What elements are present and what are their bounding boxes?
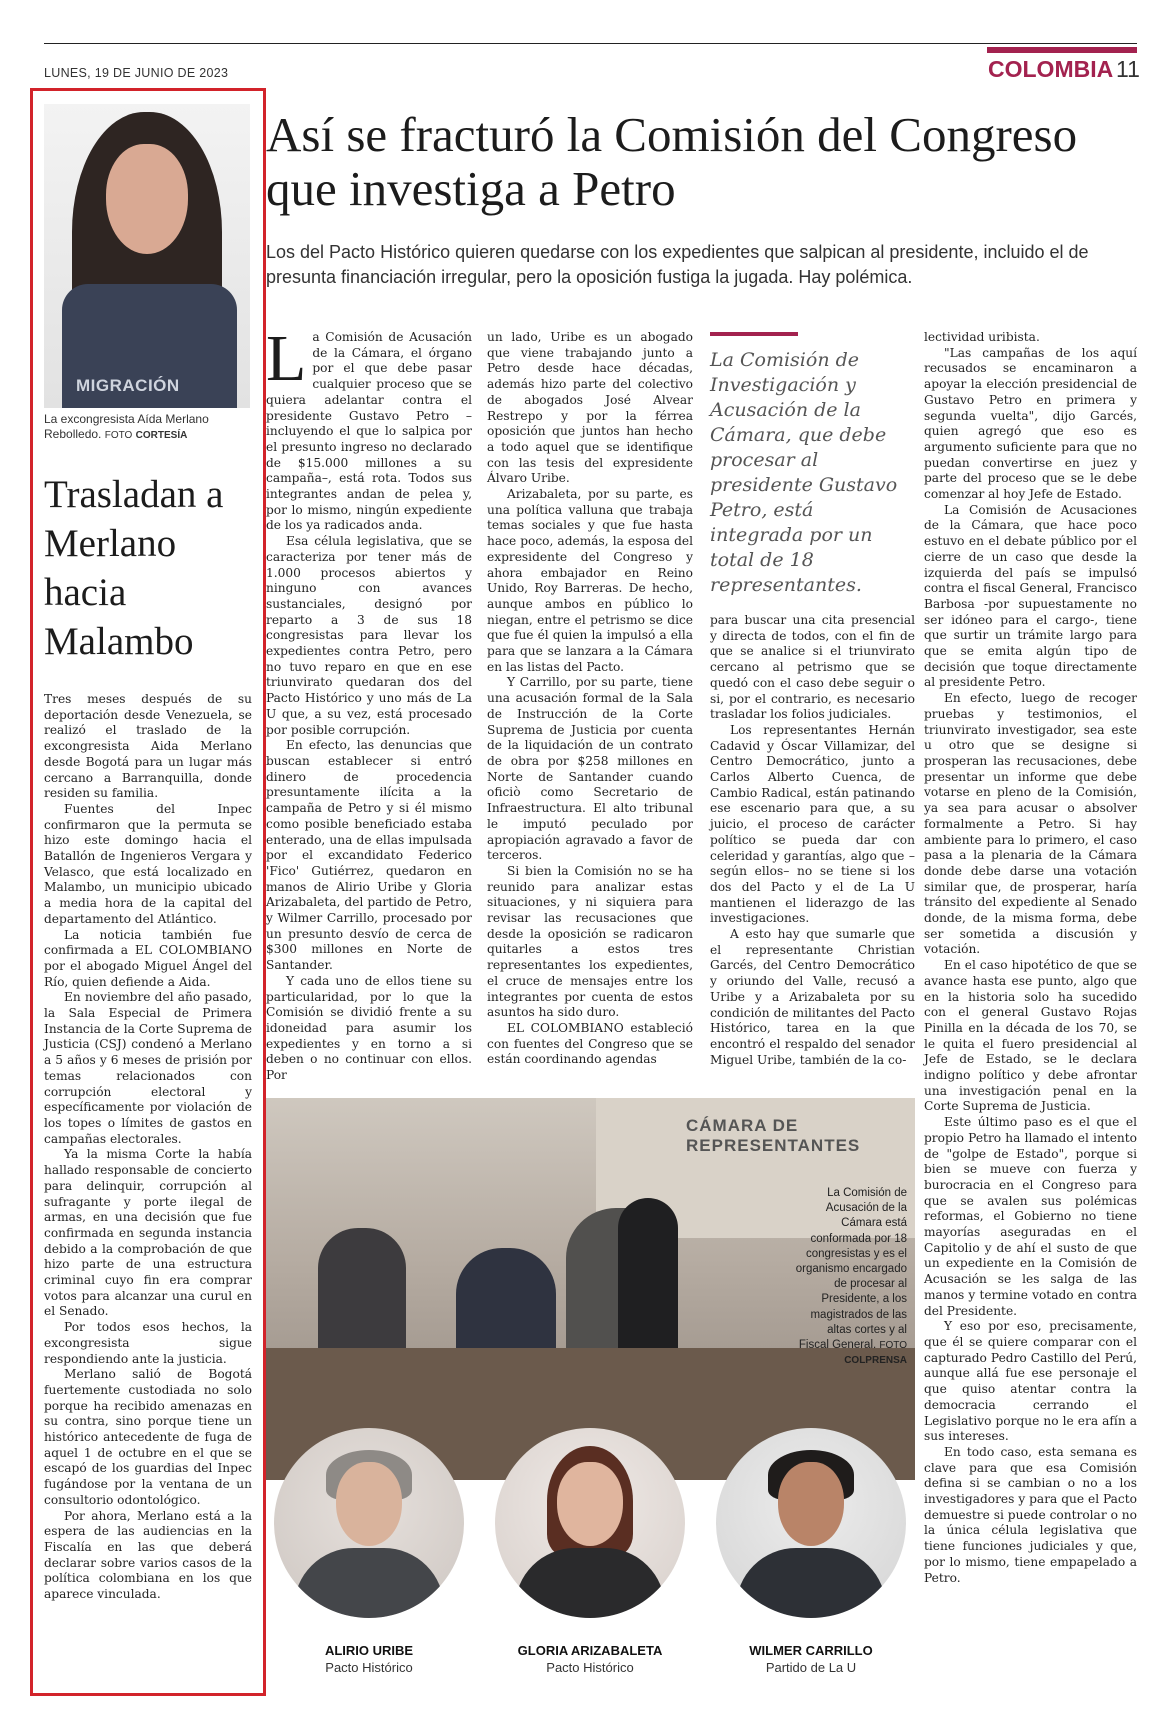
paragraph: EL COLOMBIANO estableció con fuentes del Congreso que se están coordinando agendas bbox=[487, 1020, 693, 1067]
portrait-party: Pacto Histórico bbox=[325, 1660, 413, 1675]
portrait-name: WILMER CARRILLO bbox=[749, 1643, 873, 1658]
drop-cap: L bbox=[266, 322, 307, 395]
paragraph: En el caso hipotético de que se avance hasta ese punto, algo que en la historia solo ha sucedido con el general Gustavo Rojas Pinilla en la década de los 70, se le quita el fuero presidencial al Jefe de Estado, se le declara indigno político y debe afrontar una investigación penal en la Corte Suprema de Justicia. bbox=[924, 958, 1137, 1114]
photo-credit: CORTESÍA bbox=[135, 430, 188, 441]
article-column-4 bbox=[924, 330, 1137, 1586]
paragraph: Y eso por eso, precisamente, que él se quiere comparar con el capturado Pedro Castillo del Perú, aunque allá fue ese personaje el que quiso atentar contra la democracia cerrando el Legislativo porque no le era afín a sus intereses. bbox=[924, 1319, 1137, 1444]
portrait-name: ALIRIO URIBE bbox=[324, 1643, 414, 1658]
portrait-name: GLORIA ARIZABALETA bbox=[517, 1643, 663, 1658]
paragraph: Fuentes del Inpec confirmaron que la permuta se hizo este domingo hacia el Batallón de Ingenieros Vergara y Velasco, que está localizado en Malambo, un municipio ubicado a media hora de la capital del departamento del Atlántico. bbox=[44, 801, 252, 926]
paragraph: Por todos esos hechos, la excongresista sigue respondiendo ante la justicia. bbox=[44, 1320, 252, 1366]
issue-date: LUNES, 19 DE JUNIO DE 2023 bbox=[44, 66, 229, 80]
article-column-3 bbox=[710, 613, 915, 1068]
sidebar-body bbox=[44, 692, 252, 1603]
paragraph: Esa célula legislativa, que se caracteriza por tener más de 1.000 procesos abiertos y ninguno con avances sustanciales, designó por reparto a 3 de sus 18 congresistas para llevar los expedientes contra Petro, pero no tuvo reparo en que en ese triunvirato quedaran dos del Pacto Histórico y uno más de La U que, a su vez, está procesado por posible corrupción. bbox=[266, 534, 472, 737]
paragraph: Tres meses después de su deportación desde Venezuela, se realizó el traslado de la excongresista Aida Merlano desde Bogotá para un lugar más cercano a Barranquilla, donde residen su familia. bbox=[44, 692, 252, 801]
paragraph: Merlano salió de Bogotá fuertemente custodiada no solo porque ha recibido amenazas en su contra, sino porque tiene un histórico antecedente de fuga de aquel 1 de octubre en el que se escapó de los guardias del Inpec fugándose por la ventana de un consultorio odontológico. bbox=[44, 1367, 252, 1507]
paragraph: En todo caso, esta semana es clave para que esa Comisión defina si se cambian o no a los investigadores y para que el Pacto demuestre si puede controlar o no la única célula legislativa que tiene funciones judiciales y que, por lo mismo, tiene empapelado a Petro. bbox=[924, 1444, 1137, 1585]
paragraph: para buscar una cita presencial y directa de todos, con el fin de que se analice si el triunvirato cercano al petrismo que se quedó con el caso debe seguir o si, por el contrario, es necesario trasladar los folios judiciales. bbox=[710, 613, 915, 722]
merlano-photo-caption bbox=[44, 412, 256, 443]
paragraph: Y Carrillo, por su parte, tiene una acusación formal de la Sala de Instrucción de la Corte Suprema de Justicia por cuenta de la liquidación de un contrato de obra por $258 millones en Norte de Santander cuando oficiò como Secretario de Infraestructura. El alto tribunal le imputó peculado por apropiación agravado a favor de terceros. bbox=[487, 675, 693, 863]
portrait-party: Pacto Histórico bbox=[546, 1660, 634, 1675]
portrait-alirio-uribe bbox=[274, 1428, 464, 1618]
paragraph: lectividad uribista. bbox=[924, 330, 1040, 344]
photo-credit: COLPRENSA bbox=[844, 1355, 907, 1367]
pull-quote: La Comisión de Investigación y Acusación de la Cámara, que debe procesar al presidente Gustavo Petro, está integrada por un total de 18 representantes. bbox=[710, 349, 898, 596]
article-column-2 bbox=[487, 330, 693, 1068]
paragraph: A esto hay que sumarle que el representante Christian Garcés, del Centro Democrático y oriundo del Valle, recusó a Uribe y a Arizabaleta por su condición de militantes del Pacto Histórico, tarea en la que encontró el respaldo del senador Miguel Uribe, también de la co- bbox=[710, 927, 915, 1067]
paragraph: En efecto, luego de recoger pruebas y testimonios, el triunvirato investigador, sea este u otro que se designe si prosperan las recusaciones, debe presentar un informe que debe votarse en pleno de la Comisión, ya sea para acusar o absolver formalmente a Petro. Si hay ambiente para lo primero, el caso pasa a la plenaria de la Cámara donde debe darse una votación similar que, de prosperar, haría tránsito del expediente al Senado donde, de la misma forma, debe ser sometida a discusión y votación. bbox=[924, 691, 1137, 957]
sidebar-headline: Trasladan a Merlano hacia Malambo bbox=[44, 473, 224, 663]
top-rule bbox=[44, 43, 1137, 44]
portrait-wilmer-carrillo bbox=[716, 1428, 906, 1618]
portrait-gloria-arizabaleta bbox=[495, 1428, 685, 1618]
paragraph: La Comisión de Acusación de la Cámara, el órgano por el que debe pasar cualquier proceso que se quiera adelantar contra el presidente Gustavo Petro –incluyendo el que lo salpica por el presunto ingreso no declarado de $15.000 millones a su campaña–, está rota. Todos sus integrantes andan de pelea y, por lo mismo, ningún expediente de los ya radicados anda. bbox=[266, 322, 472, 533]
paragraph: La Comisión de Acusaciones de la Cámara, que hace poco estuvo en el debate público por el cierre de un caso que desde la izquierda del país se impulsó contra el fiscal General, Francisco Barbosa -por supuestamente no ser idóneo para el cargo-, tiene que surtir un trámite largo para que se emita algún tipo de decisión que toque directamente al presidente Petro. bbox=[924, 502, 1137, 690]
vest-text: MIGRACIÓN bbox=[76, 376, 180, 395]
paragraph: En efecto, las denuncias que buscan establecer si entró dinero de procedencia presuntamente ilícita a la campaña de Petro y si él mismo como posible beneficiado estaba enterado, una de ellas impulsada por el excandidato Federico 'Fico' Gutiérrez, quedaron en manos de Alirio Uribe y Gloria Arizabaleta, del partido de Petro, y Wilmer Carrillo, procesado por un presunto desvío de cerca de $300 millones en Norte de Santander. bbox=[266, 738, 472, 973]
section-accent-bar bbox=[987, 47, 1137, 53]
paragraph: Arizabaleta, por su parte, es una política valluna que trabaja temas sociales y que fue hasta hace poco, además, la esposa del expresidente del Congreso y ahora embajador en Reino Unido, Roy Barreras. De hecho, aunque ambos en público lo niegan, entre el petrismo se dice que fue él quien la impulsó a ella para que se lanzara a la Cámara en las listas del Pacto. bbox=[487, 487, 693, 674]
paragraph: un lado, Uribe es un abogado que viene trabajando junto a Petro desde hace décadas, además hizo parte del colectivo de abogados José Alvear Restrepo y por la férrea oposición que juntos han hecho a todo aquel que se identifique con las tesis del expresidente Álvaro Uribe. bbox=[487, 330, 693, 486]
caption-text: La excongresista Aída Merlano Rebolledo. bbox=[44, 412, 209, 441]
portrait-party: Partido de La U bbox=[765, 1660, 857, 1675]
article-column-1 bbox=[266, 322, 472, 1084]
credit-label: FOTO bbox=[879, 1340, 907, 1352]
paragraph: En noviembre del año pasado, la Sala Especial de Primera Instancia de la Corte Suprema de Justicia (CSJ) condenó a Merlano a 5 años y 6 meses de prisión por temas relacionados con corrupción electoral y específicamente por violación de los topes o límites de gastos en campañas electorales. bbox=[44, 990, 252, 1146]
article-headline: Así se fracturó la Comisión del Congreso que investiga a Petro bbox=[266, 107, 1078, 216]
page-number: 11 bbox=[1116, 56, 1140, 82]
paragraph: Este último paso es el que el propio Petro ha llamado el intento de "golpe de Estado", porque si bien se mueve con fuerza y burocracia en el Congreso para que se avalen sus polémicas reformas, el Gobierno no tiene mayorías aseguradas en el Capitolio y de ahí el susto de que un expediente en la Comisión de Acusación se les salga de las manos y termine votado en contra del Presidente. bbox=[924, 1115, 1137, 1318]
caption-text: La Comisión de Acusación de la Cámara está conformada por 18 congresistas y es el organismo encargado de procesar al Presidente, a los magistrados de las altas cortes y al Fiscal General. bbox=[795, 1187, 907, 1352]
paragraph: Si bien la Comisión no se ha reunido para analizar estas situaciones, y ni siquiera para revisar las recusaciones que desde la oposición se radicaron quitarles a estos tres representantes los expedientes, el cruce de mensajes entre los integrantes por cuenta de estos asuntos ha sido duro. bbox=[487, 863, 693, 1020]
paragraph: La noticia también fue confirmada a EL COLOMBIANO por el abogado Miguel Ángel del Río, quien defiende a Aida. bbox=[44, 927, 252, 989]
pullquote-accent-bar bbox=[710, 332, 798, 336]
section-name: COLOMBIA bbox=[988, 56, 1114, 82]
credit-label: FOTO bbox=[104, 430, 133, 441]
paragraph: Los representantes Hernán Cadavid y Óscar Villamizar, del Centro Democrático, junto a Carlos Alberto Cuenca, de Cambio Radical, están patinando ese escenario para que, a su juicio, el proceso de carácter político se pueda dar con celeridad y garantías, algo que –según ellos– no se tiene si los dos del Pacto y el de La U mantienen el liderazgo de las investigaciones. bbox=[710, 722, 915, 926]
paragraph: Y cada uno de ellos tiene su particularidad, por lo que la Comisión se dividió frente a su idoneidad para asumir los expedientes y en torno a si deben o no continuar con ellos. Por bbox=[266, 973, 472, 1083]
merlano-photo bbox=[44, 104, 250, 408]
room-sign: CÁMARA DE REPRESENTANTES bbox=[686, 1116, 861, 1155]
paragraph: Por ahora, Merlano está a la espera de las audiencias en la Fiscalía en las que deberá declarar sobre varios casos de la política colombiana en los que aparece vinculada. bbox=[44, 1508, 252, 1602]
article-lead: Los del Pacto Histórico quieren quedarse con los expedientes que salpican al presidente, incluido el de presunta financiación irregular, pero la oposición fustiga la jugada. Hay polémica. bbox=[266, 242, 1089, 287]
paragraph: "Las campañas de los aquí recusados se encaminaron a apoyar la elección presidencial de Gustavo Petro en primera y segunda vuelta", dijo Garcés, quien agregó que eso es argumento suficiente para que no puedan convertirse en juez y parte del proceso que se le debe comenzar al hoy Jefe de Estado. bbox=[924, 345, 1137, 502]
paragraph: Ya la misma Corte la había hallado responsable de concierto para delinquir, corrupción al sufragante y porte ilegal de armas, en una decisión que fue confirmada en segunda instancia debido a la comprobación de que hizo parte de una estructura criminal cuyo fin era comprar votos para alcanzar una curul en el Senado. bbox=[44, 1147, 252, 1319]
commission-photo-caption bbox=[795, 1186, 907, 1368]
